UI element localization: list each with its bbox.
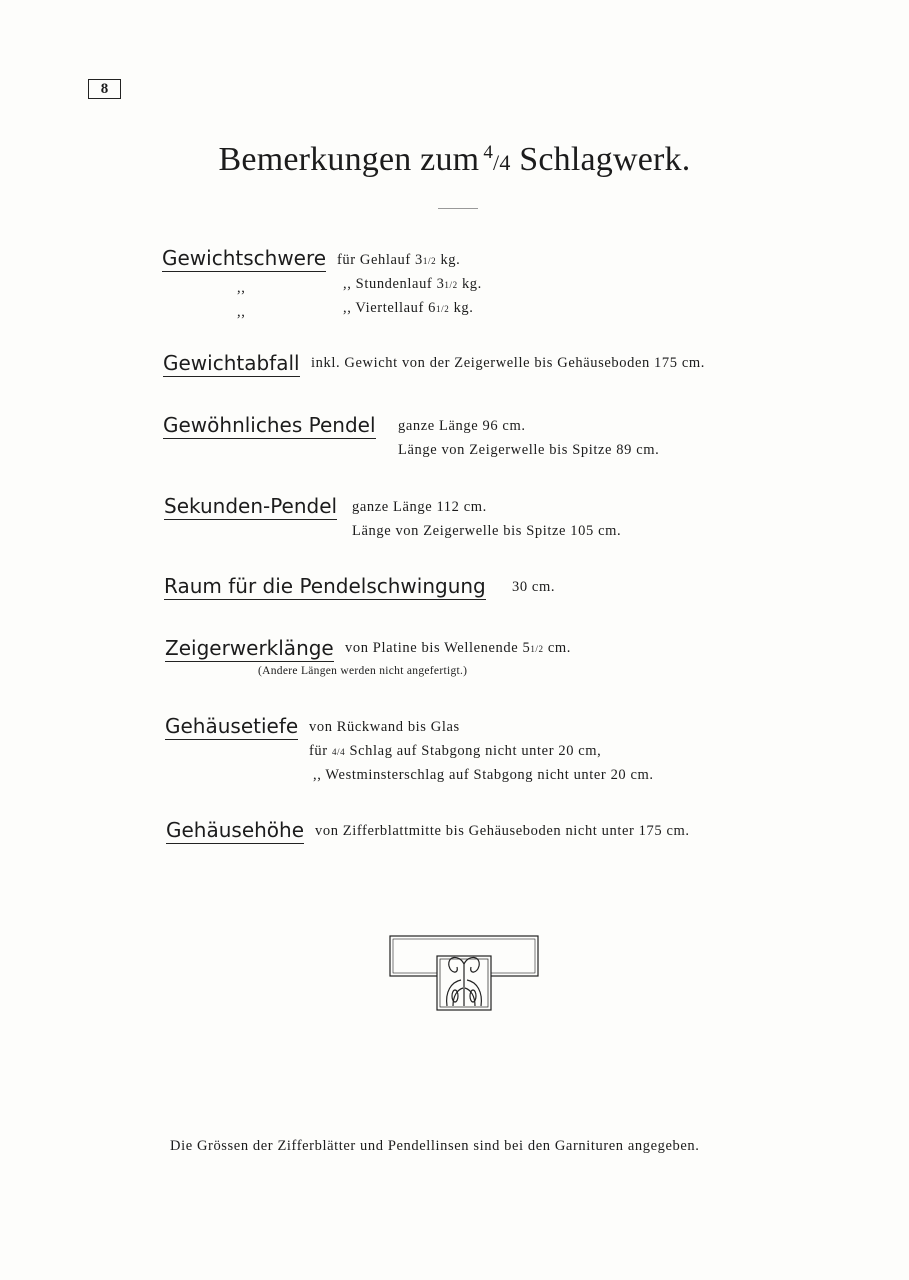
zeigerwerk-text (345, 640, 571, 657)
heading-gehaeusehoehe: Gehäusehöhe (166, 818, 305, 842)
gewichtschwere-line-2-text: ,, Stundenlauf 3 (343, 276, 445, 292)
gewichtschwere-line-2-unit: kg. (457, 276, 482, 292)
tiefe-line-1: von Rückwand bis Glas (309, 719, 460, 735)
heading-sekunden-pendel: Sekunden-Pendel (164, 494, 338, 518)
tiefe-line-2-pre: für (309, 743, 332, 759)
tiefe-line-2-fraction: 4/4 (331, 747, 346, 757)
gewichtschwere-line-1-text: für Gehlauf 3 (337, 252, 423, 268)
tiefe-line-2 (309, 743, 601, 760)
heading-gewichtschwere: Gewichtschwere (162, 246, 327, 270)
page-number: 8 (88, 79, 121, 99)
gewichtschwere-line-1 (337, 252, 460, 269)
heading-gehaeusetiefe: Gehäusetiefe (165, 714, 299, 738)
heading-gewichtabfall: Gewichtabfall (163, 351, 300, 375)
gewichtschwere-line-1-fraction: 1/2 (422, 256, 437, 266)
gewichtschwere-line-1-unit: kg. (436, 252, 461, 268)
hoehe-text: von Zifferblattmitte bis Gehäuseboden nicht unter 175 cm. (315, 823, 690, 839)
title-after: Schlagwerk. (519, 141, 691, 178)
zeigerwerk-text-main: von Platine bis Wellenende 5 (345, 640, 531, 656)
gewichtschwere-ditto-1: ,, (237, 280, 246, 296)
raum-text: 30 cm. (512, 579, 556, 595)
gewichtschwere-line-2-fraction: 1/2 (444, 280, 458, 290)
title-divider (438, 208, 478, 209)
title-fraction-numerator: 4 (483, 142, 494, 163)
gewichtschwere-line-3-unit: kg. (449, 300, 474, 316)
heading-gewoehnliches-pendel: Gewöhnliches Pendel (163, 413, 376, 437)
zeigerwerk-note: (Andere Längen werden nicht angefertigt.) (258, 665, 468, 677)
sekunden-line-2: Länge von Zeigerwelle bis Spitze 105 cm. (352, 523, 622, 539)
tiefe-line-3: ,, Westminsterschlag auf Stabgong nicht unter 20 cm. (313, 767, 654, 783)
sekunden-line-1: ganze Länge 112 cm. (352, 499, 487, 515)
footer-note: Die Grössen der Zifferblätter und Pendellinsen sind bei den Garnituren angegeben. (170, 1138, 700, 1154)
heading-raum-pendelschwingung: Raum für die Pendelschwingung (164, 574, 486, 598)
pendel-line-2: Länge von Zeigerwelle bis Spitze 89 cm. (398, 442, 660, 458)
title-before: Bemerkungen zum (218, 141, 480, 178)
gewichtschwere-ditto-2: ,, (237, 304, 246, 320)
gewichtschwere-line-2 (343, 276, 482, 293)
heading-zeigerwerklaenge: Zeigerwerklänge (165, 636, 334, 660)
zeigerwerk-fraction: 1/2 (530, 644, 544, 654)
page-title (0, 141, 909, 179)
title-fraction-denominator: /4 (493, 150, 511, 175)
art-nouveau-vignette-icon (389, 934, 539, 1016)
pendel-line-1: ganze Länge 96 cm. (398, 418, 526, 434)
gewichtabfall-text: inkl. Gewicht von der Zeigerwelle bis Gehäuseboden 175 cm. (311, 355, 705, 371)
zeigerwerk-unit: cm. (543, 640, 571, 656)
gewichtschwere-line-3-text: ,, Viertellauf 6 (343, 300, 437, 316)
gewichtschwere-line-3-fraction: 1/2 (436, 304, 450, 314)
tiefe-line-2-post: Schlag auf Stabgong nicht unter 20 cm, (345, 743, 602, 759)
gewichtschwere-line-3 (343, 300, 474, 317)
